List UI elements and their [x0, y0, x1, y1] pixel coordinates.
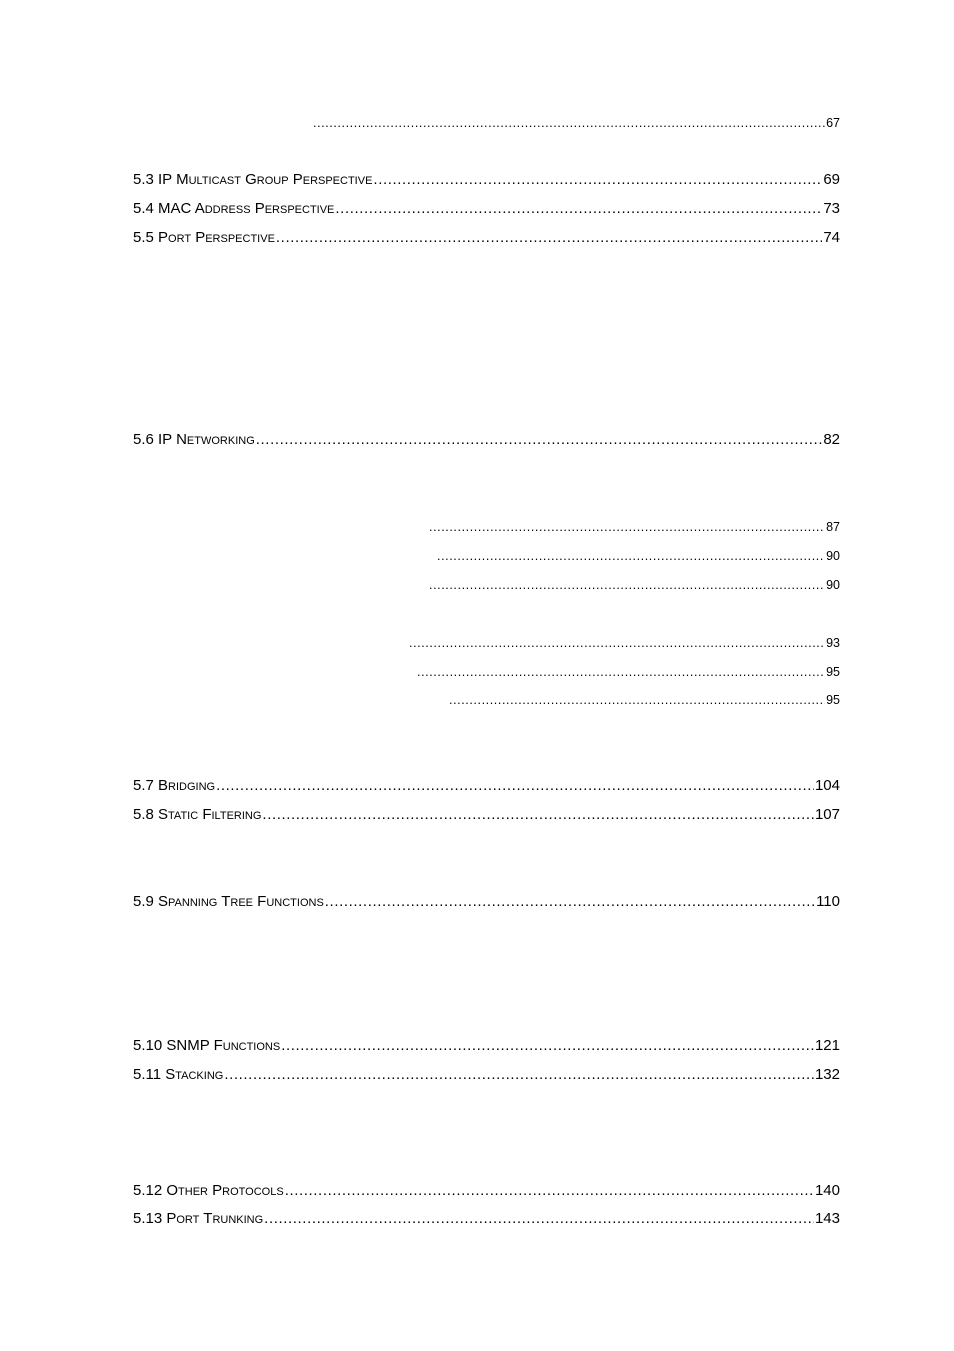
leader-dots: [264, 1209, 814, 1229]
toc-page-number: 132: [814, 1066, 840, 1083]
leader-dots: [313, 114, 825, 132]
leader-dots: [373, 170, 822, 190]
leader-dots: [256, 430, 823, 450]
leader-dots: [437, 547, 825, 565]
toc-entry[interactable]: [133, 1181, 840, 1201]
toc-entry[interactable]: [436, 547, 840, 565]
leader-dots: [216, 776, 814, 796]
toc-title: 5.6 IP Networking: [133, 431, 255, 448]
toc-page-number: 140: [814, 1182, 840, 1199]
leader-dots: [262, 805, 814, 825]
toc-title: 5.11 Stacking: [133, 1066, 224, 1083]
toc-page-number: 90: [826, 549, 840, 563]
toc-entry[interactable]: [133, 805, 840, 825]
toc-title: 5.10 SNMP Functions: [133, 1037, 281, 1054]
leader-dots: [276, 228, 822, 248]
toc-entry[interactable]: [416, 663, 840, 681]
leader-dots: [325, 892, 815, 912]
toc-entry[interactable]: [133, 430, 840, 450]
toc-page-number: 110: [816, 893, 840, 910]
toc-page-number: 73: [823, 200, 840, 217]
toc-page-number: 90: [826, 578, 840, 592]
leader-dots: [449, 691, 825, 709]
toc-entry[interactable]: [133, 170, 840, 190]
toc-page-number: 82: [823, 431, 840, 448]
toc-entry[interactable]: [133, 1065, 840, 1085]
toc-title: 5.9 Spanning Tree Functions: [133, 893, 324, 910]
toc-page-number: 69: [823, 171, 840, 188]
toc-entry[interactable]: [448, 691, 840, 709]
toc-page-number: 95: [826, 693, 840, 707]
toc-entry[interactable]: [133, 199, 840, 219]
toc-entry[interactable]: [133, 1209, 840, 1229]
toc-entry[interactable]: [133, 892, 840, 912]
leader-dots: [281, 1036, 814, 1056]
toc-entry[interactable]: [428, 518, 840, 536]
toc-entry[interactable]: [133, 1036, 840, 1056]
leader-dots: [429, 518, 825, 536]
toc-page-number: 67: [826, 116, 840, 130]
toc-entry[interactable]: [408, 634, 840, 652]
toc-title: 5.5 Port Perspective: [133, 229, 275, 246]
toc-title: 5.8 Static Filtering: [133, 806, 262, 823]
toc-title: 5.12 Other Protocols: [133, 1182, 284, 1199]
toc-entry[interactable]: [428, 576, 840, 594]
leader-dots: [417, 663, 825, 681]
leader-dots: [409, 634, 825, 652]
toc-page-number: 121: [814, 1037, 840, 1054]
toc-page-number: 107: [814, 806, 840, 823]
toc-page-number: 104: [814, 777, 840, 794]
toc-title: 5.3 IP Multicast Group Perspective: [133, 171, 373, 188]
toc-page-number: 95: [826, 665, 840, 679]
toc-entry[interactable]: [312, 114, 840, 132]
leader-dots: [429, 576, 825, 594]
toc-page-number: 143: [814, 1210, 840, 1227]
toc-title: 5.4 MAC Address Perspective: [133, 200, 335, 217]
toc-page-number: 74: [823, 229, 840, 246]
toc-entry[interactable]: [133, 228, 840, 248]
toc-title: 5.13 Port Trunking: [133, 1210, 264, 1227]
toc-page-number: 93: [826, 636, 840, 650]
toc-page-number: 87: [826, 520, 840, 534]
toc-title: 5.7 Bridging: [133, 777, 216, 794]
leader-dots: [335, 199, 822, 219]
leader-dots: [224, 1065, 814, 1085]
toc-entry[interactable]: [133, 776, 840, 796]
leader-dots: [285, 1181, 814, 1201]
